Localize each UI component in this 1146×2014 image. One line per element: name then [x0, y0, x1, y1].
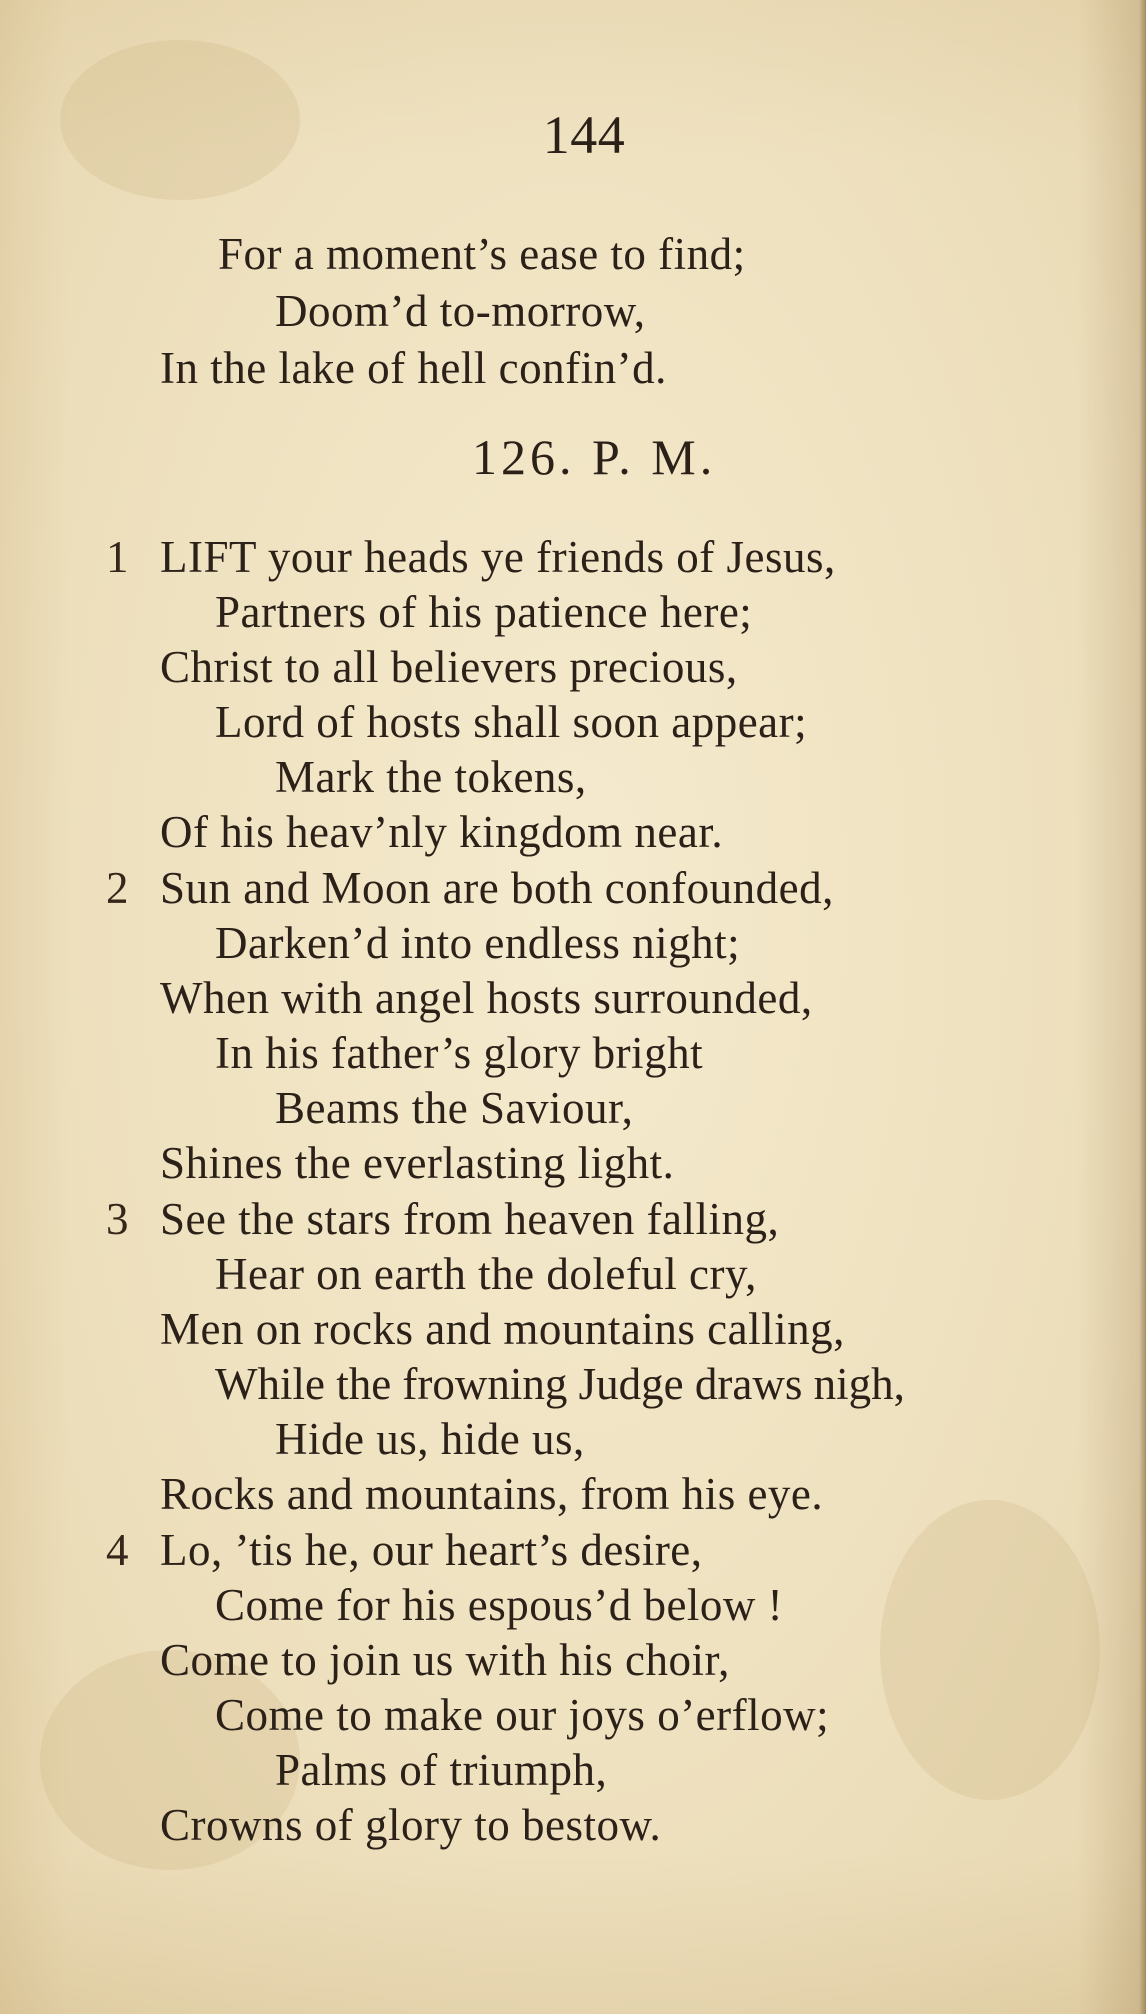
stanza-number: 1: [106, 532, 129, 582]
stanza-line: Rocks and mountains, from his eye.: [160, 1469, 824, 1519]
stanza-line: Hide us, hide us,: [275, 1414, 585, 1464]
stanza-line: Of his heav’nly kingdom near.: [160, 807, 724, 857]
stanza-line: In his father’s glory bright: [215, 1028, 704, 1078]
stanza-line: Hear on earth the doleful cry,: [215, 1249, 757, 1299]
stanza-line: Sun and Moon are both confounded,: [160, 863, 834, 913]
stanza-line: Beams the Saviour,: [275, 1083, 634, 1133]
stanza-number: 4: [106, 1525, 129, 1575]
stanza-line: Come to make our joys o’erflow;: [215, 1690, 830, 1740]
stanza-line: LIFT your heads ye friends of Jesus,: [160, 532, 836, 582]
stanza-line: When with angel hosts surrounded,: [160, 973, 813, 1023]
stanza-line: Palms of triumph,: [275, 1745, 608, 1795]
hymn-heading: 126. P. M.: [472, 429, 717, 485]
previous-hymn-line: Doom’d to-morrow,: [275, 286, 646, 336]
stanza-line: Lo, ’tis he, our heart’s desire,: [160, 1525, 703, 1575]
stanza-number: 2: [106, 863, 129, 913]
stanza-line: Come to join us with his choir,: [160, 1635, 730, 1685]
stanza-line: See the stars from heaven falling,: [160, 1194, 780, 1244]
previous-hymn-line: For a moment’s ease to find;: [218, 229, 746, 279]
stanza-line: Christ to all believers precious,: [160, 642, 738, 692]
stanza-line: Darken’d into endless night;: [215, 918, 741, 968]
page-number: 144: [542, 105, 626, 165]
previous-hymn-line: In the lake of hell confin’d.: [160, 343, 667, 393]
stanza-line: Mark the tokens,: [275, 752, 587, 802]
stanza-line: Lord of hosts shall soon appear;: [215, 697, 808, 747]
stanza-line: Men on rocks and mountains calling,: [160, 1304, 845, 1354]
stanza-line: Crowns of glory to bestow.: [160, 1800, 662, 1850]
stanza-number: 3: [106, 1194, 129, 1244]
stanza-line: Shines the everlasting light.: [160, 1138, 675, 1188]
stanza-line: While the frowning Judge draws nigh,: [215, 1359, 905, 1409]
stanza-line: Come for his espous’d below !: [215, 1580, 784, 1630]
stanza-line: Partners of his patience here;: [215, 587, 753, 637]
